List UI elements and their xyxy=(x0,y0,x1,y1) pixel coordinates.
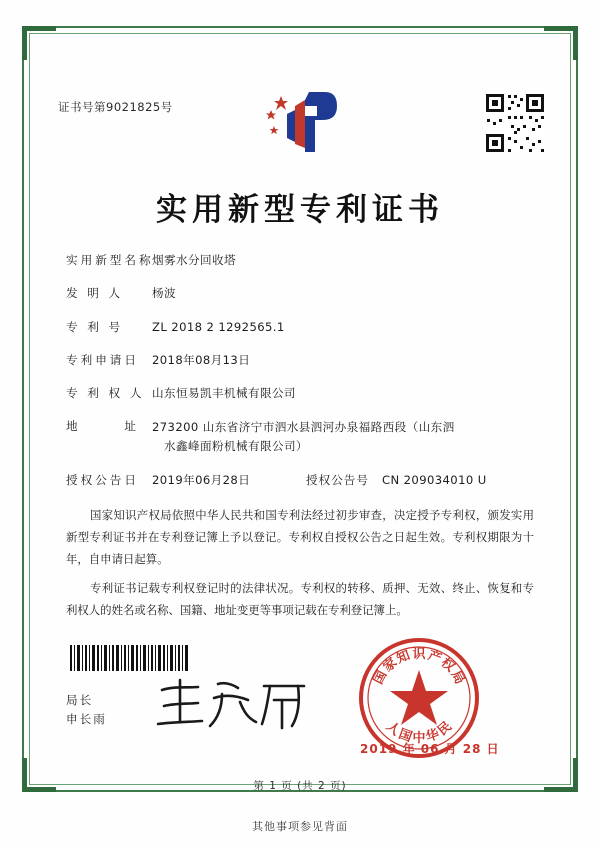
svg-text:中: 中 xyxy=(412,731,426,746)
field-value-apply-date: 2018年08月13日 xyxy=(152,352,251,367)
director-name: 申长雨 xyxy=(66,712,107,727)
field-row-inventor xyxy=(66,285,536,302)
field-label-owner: 专 利 权 人 xyxy=(66,386,145,401)
field-row-patent-number xyxy=(66,319,536,336)
field-value-address-line1: 273200 山东省济宁市泗水县泗河办泉福路西段（山东泗 xyxy=(152,420,455,435)
field-grant-number xyxy=(306,472,536,489)
border-corner-top-right xyxy=(544,26,578,60)
svg-text:产: 产 xyxy=(425,648,444,667)
legal-paragraph-2: 专利证书记载专利权登记时的法律状况。专利权的转移、质押、无效、终止、恢复和专利权人的姓名或名称、国籍、地址变更等事项记载在专利登记簿上。 xyxy=(66,580,534,617)
field-value-grant-date: 2019年06月28日 xyxy=(152,473,251,488)
handwritten-signature-icon xyxy=(152,672,312,734)
svg-text:知: 知 xyxy=(394,648,413,667)
legal-text xyxy=(66,504,534,627)
field-label-patent-number: 专 利 号 xyxy=(66,319,124,334)
director-label: 局长 xyxy=(66,693,94,707)
field-row-grant xyxy=(66,472,536,489)
field-row-name xyxy=(66,252,536,269)
certificate-number: 证书号第9021825号 xyxy=(58,100,173,114)
field-value-inventor: 杨波 xyxy=(152,286,176,301)
page-number: 第 1 页 (共 2 页) xyxy=(253,780,347,792)
field-row-address xyxy=(66,418,536,455)
barcode-icon xyxy=(70,645,188,671)
director-label-block xyxy=(66,691,107,729)
field-value-patent-number: ZL 2018 2 1292565.1 xyxy=(152,319,285,334)
patent-office-logo-icon xyxy=(265,86,343,158)
field-value-address xyxy=(152,418,536,455)
field-label-address: 地 址 xyxy=(66,419,139,434)
svg-text:华: 华 xyxy=(424,726,442,746)
field-value-address-line2: 水鑫峰面粉机械有限公司） xyxy=(164,439,308,454)
field-label-inventor: 发 明 人 xyxy=(66,286,124,301)
svg-text:民: 民 xyxy=(435,719,455,739)
seal-date: 2019 年 06 月 28 日 xyxy=(360,742,500,756)
field-label-apply-date: 专利申请日 xyxy=(66,352,139,367)
field-row-apply-date xyxy=(66,352,536,369)
footer-note: 其他事项参见背面 xyxy=(252,820,348,833)
field-value-grant-number: CN 209034010 U xyxy=(382,473,487,488)
svg-text:国: 国 xyxy=(370,668,391,687)
legal-paragraph-1: 国家知识产权局依照中华人民共和国专利法经过初步审查，决定授予专利权，颁发实用新型专利证书并在专利登记簿上予以登记。专利权自授权公告之日起生效。专利权期限为十年，自申请日起算。 xyxy=(66,508,534,567)
svg-text:家: 家 xyxy=(380,655,401,676)
border-corner-top-left xyxy=(22,26,56,60)
page-title: 实用新型专利证书 xyxy=(156,192,444,228)
svg-text:识: 识 xyxy=(412,647,426,662)
qr-code-icon xyxy=(484,92,546,154)
patent-fields xyxy=(66,252,536,505)
field-label-grant-number: 授权公告号 xyxy=(306,473,369,488)
field-label-grant-date: 授权公告日 xyxy=(66,473,139,488)
field-label-name: 实用新型名称 xyxy=(66,253,154,267)
field-grant-date xyxy=(66,472,306,489)
field-value-owner: 山东恒易凯丰机械有限公司 xyxy=(152,386,296,401)
svg-text:局: 局 xyxy=(447,668,468,687)
field-value-name: 烟雾水分回收塔 xyxy=(152,253,236,267)
field-row-owner xyxy=(66,385,536,402)
svg-text:权: 权 xyxy=(437,655,458,676)
svg-text:人: 人 xyxy=(383,719,403,739)
svg-text:国: 国 xyxy=(396,726,414,746)
